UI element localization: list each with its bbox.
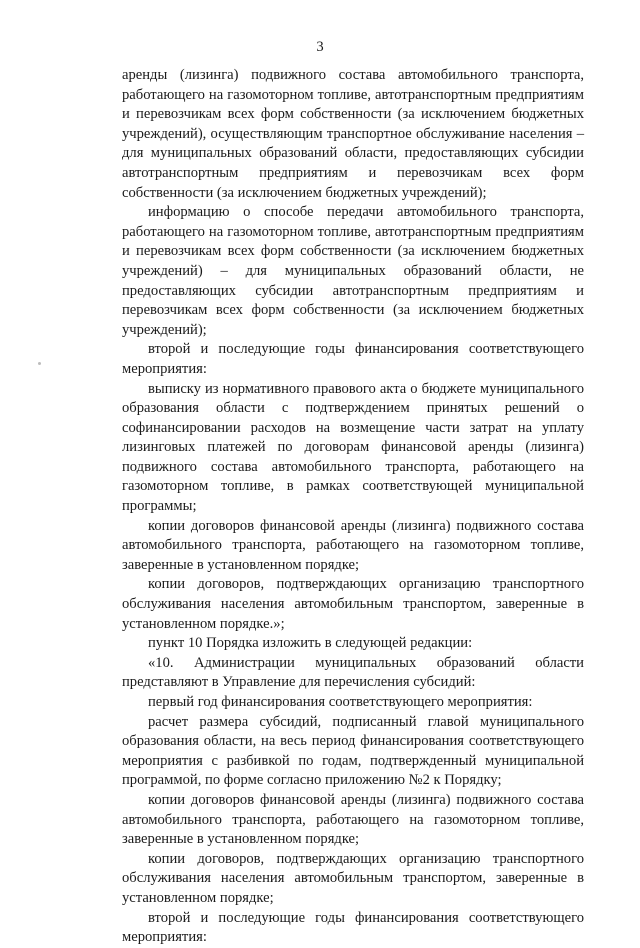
paragraph-5: копии договоров финансовой аренды (лизинга) подвижного состава автомобильного транспорта, работающего на газомоторном топливе, заверенные в установленном порядке;: [122, 517, 584, 573]
paragraph-6: копии договоров, подтверждающих организацию транспортного обслуживания населения автомобильным транспортом, заверенные в установленном порядке.»;: [122, 576, 584, 632]
paragraph-2: информацию о способе передачи автомобильного транспорта, работающего на газомоторном топливе, автотранспортным предприятиям и перевозчикам всех форм собственности (за исключением бюджетных учреждений) – для муниципальных образований области, не предоставляющих субсидии автотранспортным предприятиям и перевозчикам всех форм собственности (за исключением бюджетных учреждений);: [122, 204, 584, 338]
scan-speck: [38, 362, 41, 365]
paragraph-7: пункт 10 Порядка изложить в следующей редакции:: [148, 635, 473, 652]
paragraph-13: второй и последующие годы финансирования соответствующего мероприятия:: [122, 909, 584, 946]
paragraph-12: копии договоров, подтверждающих организацию транспортного обслуживания населения автомобильным транспортом, заверенные в установленном порядке;: [122, 850, 584, 906]
document-body: [122, 66, 584, 948]
paragraph-9: первый год финансирования соответствующего мероприятия:: [148, 694, 533, 710]
paragraph-11: копии договоров финансовой аренды (лизинга) подвижного состава автомобильного транспорта, работающего на газомоторном топливе, заверенные в установленном порядке;: [122, 791, 584, 848]
paragraph-8: «10. Администрации муниципальных образований области представляют в Управление для перечисления субсидий:: [122, 654, 584, 691]
paragraph-4: выписку из нормативного правового акта о бюджете муниципального образования области с подтверждением принятых решений о софинансировании расходов на возмещение части затрат на уплату лизинговых платежей по договорам финансовой аренды (лизинга) подвижного состава автомобильного транспорта, работающего на газомоторном топливе, в рамках соответствующей муниципальной программы;: [122, 380, 584, 515]
paragraph-10: расчет размера субсидий, подписанный главой муниципального образования области, на весь период финансирования соответствующего мероприятия с разбивкой по годам, подтвержденный муниципальной программой, по форме согласно приложению №2 к Порядку;: [122, 713, 584, 789]
paragraph-3: второй и последующие годы финансирования соответствующего мероприятия:: [122, 341, 584, 377]
page-number: 3: [316, 39, 324, 55]
paragraph-1: аренды (лизинга) подвижного состава автомобильного транспорта, работающего на газомоторном топливе, автотранспортным предприятиям и перевозчикам всех форм собственности (за исключением бюджетных учреждений), осуществляющим транспортное обслуживание населения – для муниципальных образований области, предоставляющих субсидии автотранспортным предприятиям и перевозчикам всех форм собственности (за исключением бюджетных учреждений);: [122, 67, 584, 201]
